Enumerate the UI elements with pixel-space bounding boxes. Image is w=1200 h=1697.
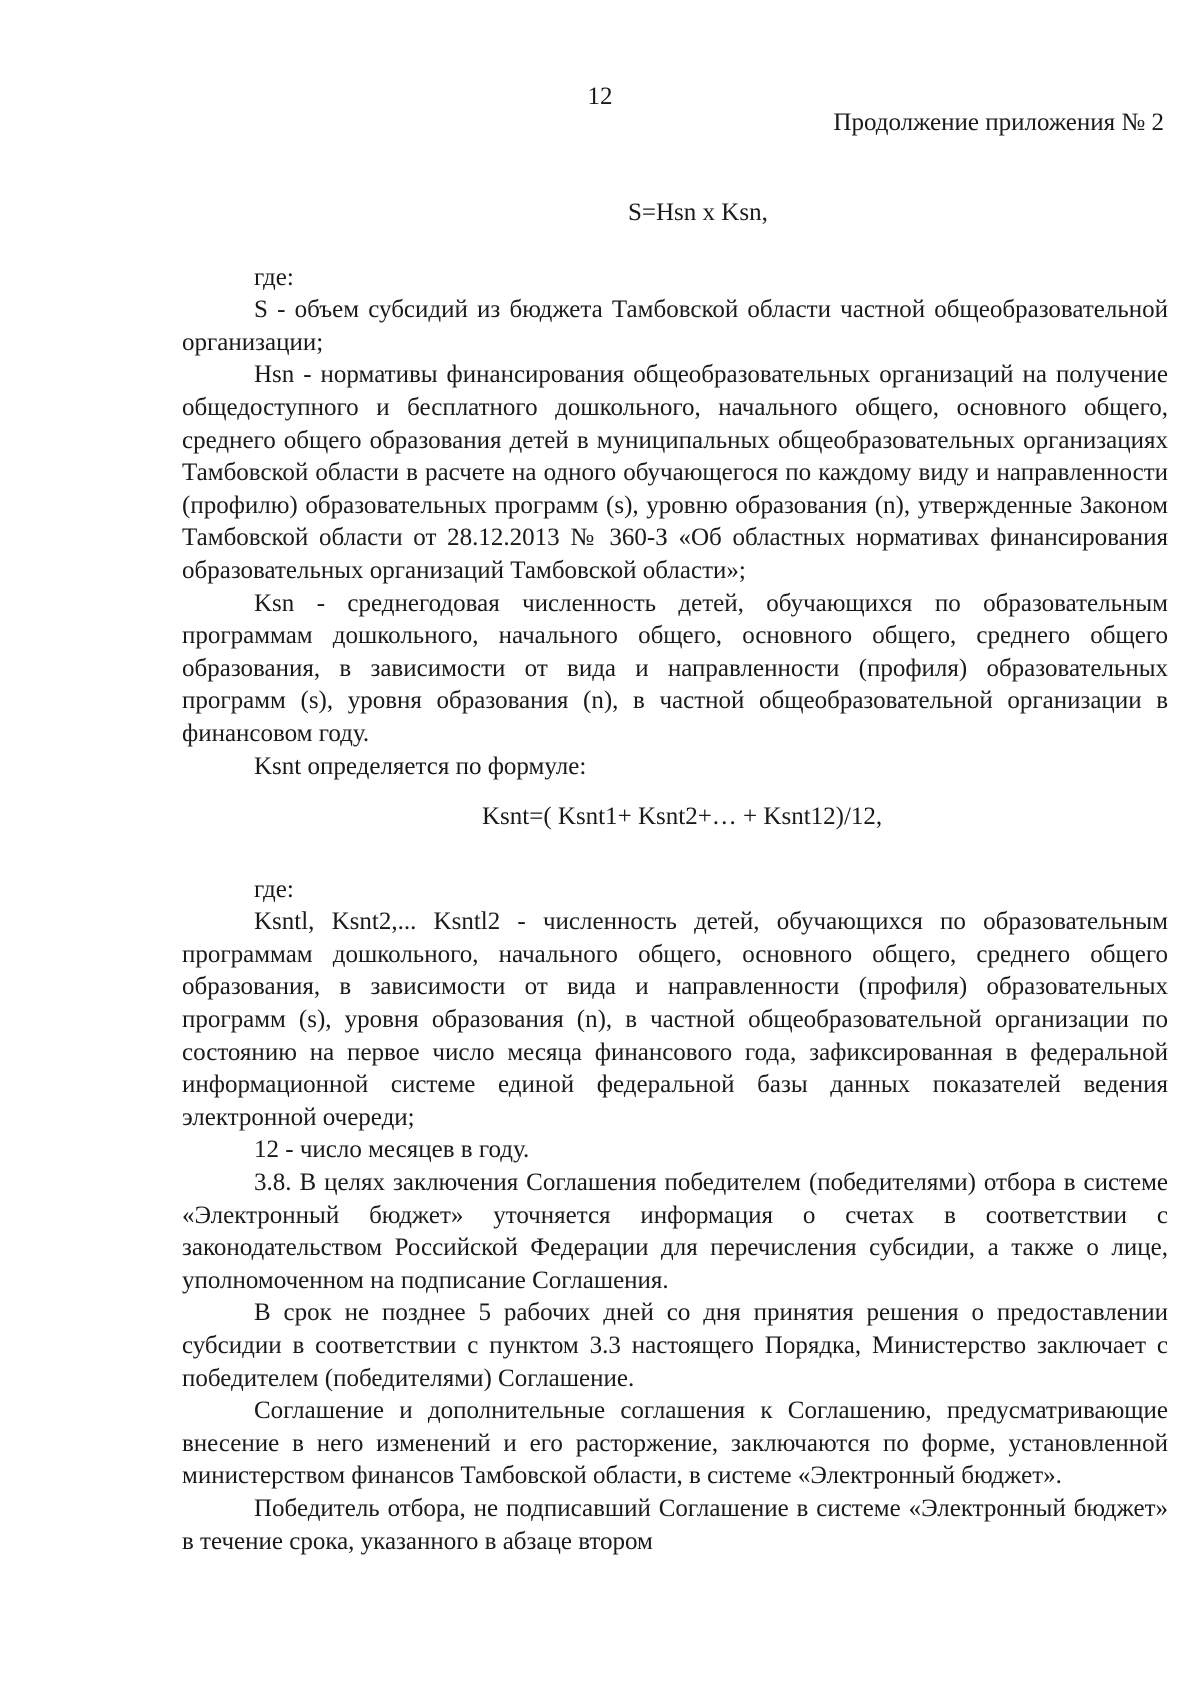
paragraph-months-count: 12 - число месяцев в году. [254,1136,530,1164]
spacer [182,834,1168,874]
where-label: где: [254,875,294,903]
paragraph-winner-not-signed: Победитель отбора, не подписавший Соглашение в системе «Электронный бюджет» в течение срока, указанного в абзаце втором [182,1494,1168,1555]
document-body [182,197,1168,1558]
paragraph-ksnt-months-definition: Ksntl, Ksnt2,... Ksntl2 - численность детей, обучающихся по образовательным программам дошкольного, начального общего, основного общего, среднего общего образования, в зависимости от вида и направленности (профиля) образовательных программ (s), уровня образования (n), в частной общеобразовательной организации по состоянию на первое число месяца финансового года, зафиксированная в федеральной информационной системе единой федеральной базы данных показателей ведения электронной очереди; [182,908,1168,1131]
paragraph-agreement-term: В срок не позднее 5 рабочих дней со дня принятия решения о предоставлении субсидии в соответствии с пунктом 3.3 настоящего Порядка, Министерство заключает с победителем (победителями) Соглашение. [182,1299,1168,1392]
running-header: Продолжение приложения № 2 [833,109,1164,136]
page-number: 12 [587,83,613,110]
spacer [182,230,1168,262]
where-label: где: [254,263,294,291]
paragraph-s-definition: S - объем субсидий из бюджета Тамбовской области частной общеобразовательной организации; [182,296,1168,356]
ksnt-intro: Ksnt определяется по формуле: [254,752,587,780]
spacer [182,783,1168,801]
paragraph-ksn-definition: Ksn - среднегодовая численность детей, обучающихся по образовательным программам дошкольного, начального общего, основного общего, среднего общего образования, в зависимости от вида и направленности (профиля) образовательных программ (s), уровня образования (n), в частной общеобразовательной организации в финансовом году. [182,589,1168,747]
paragraph-3-8: 3.8. В целях заключения Соглашения победителем (победителями) отбора в системе «Электронный бюджет» уточняется информация о счетах в соответствии с законодательством Российской Федерации для перечисления субсидии, а также о лице, уполномоченном на подписание Соглашения. [182,1169,1168,1294]
formula-s: S=Hsn x Ksn, [628,199,768,226]
paragraph-hsn-definition: Hsn - нормативы финансирования общеобразовательных организаций на получение общедоступного и бесплатного дошкольного, начального общего, основного общего, среднего общего образования детей в муниципальных общеобразовательных организациях Тамбовской области в расчете на одного обучающегося по каждому виду и направленности (профилю) образовательных программ (s), уровню образования (n), утвержденные Законом Тамбовской области от 28.12.2013 № 360-З «Об областных нормативах финансирования образовательных организаций Тамбовской области»; [182,361,1168,584]
formula-ksnt: Ksnt=( Ksnt1+ Ksnt2+… + Ksnt12)/12, [482,803,883,831]
paragraph-agreement-form: Соглашение и дополнительные соглашения к Соглашению, предусматривающие внесение в него изменений и его расторжение, заключаются по форме, установленной министерством финансов Тамбовской области, в системе «Электронный бюджет». [182,1397,1168,1490]
